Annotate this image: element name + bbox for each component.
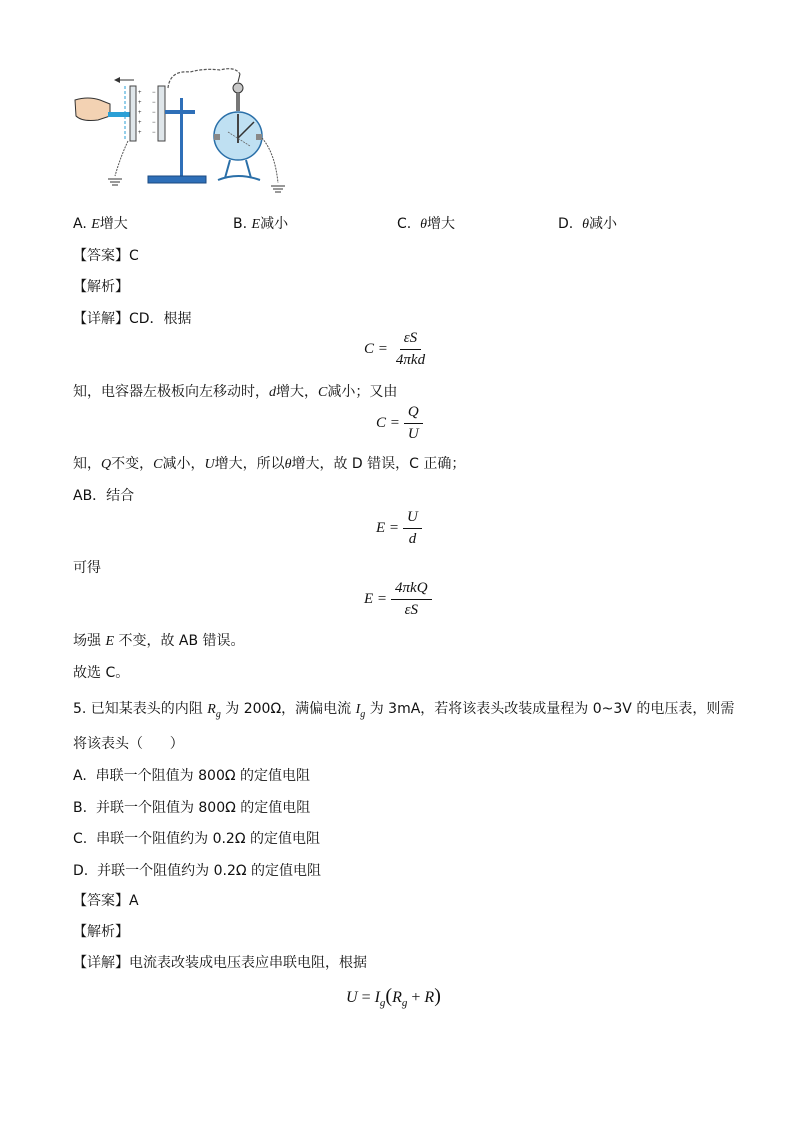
- formula-numerator: U: [403, 509, 422, 529]
- answer-value: A: [129, 893, 139, 909]
- formula-denominator: 4πkd: [395, 352, 426, 368]
- svg-text:+: +: [138, 120, 142, 126]
- q4-line3: [73, 453, 465, 473]
- option-var: E: [91, 217, 100, 232]
- option-text: 减小: [589, 216, 618, 232]
- text: 增大，故 D 错误，C 正确；: [291, 456, 466, 472]
- formula-e-result: [364, 580, 432, 619]
- var-e: E: [105, 634, 115, 649]
- q4-detail-intro: [73, 308, 192, 328]
- detail-tag: 【详解】: [73, 311, 129, 327]
- svg-text:−: −: [152, 90, 156, 96]
- sub-g: g: [360, 708, 366, 720]
- q4-line2: [73, 381, 397, 401]
- option-prefix: A.: [73, 216, 92, 232]
- sub-g: g: [379, 997, 386, 1010]
- var-q: Q: [101, 457, 112, 472]
- q5-option-b: B. 并联一个阻值为 800Ω 的定值电阻: [73, 800, 311, 816]
- option-var: θ: [420, 217, 428, 232]
- option-prefix: D.: [558, 216, 583, 232]
- text: 知，: [73, 456, 101, 472]
- text: 不变，: [111, 456, 154, 472]
- equals: =: [357, 989, 375, 1006]
- formula-lhs: C =: [364, 340, 388, 357]
- option-var: θ: [582, 217, 590, 232]
- hand-illustration: [75, 98, 110, 121]
- var-theta: θ: [284, 457, 292, 472]
- var-d: d: [269, 385, 276, 400]
- q4-option-b: [233, 213, 288, 233]
- svg-text:+: +: [138, 110, 142, 116]
- text: 为 3mA，若将该表头改装成量程为 0~3V 的电压表，则需: [365, 701, 735, 717]
- detail-text: CD．根据: [129, 311, 192, 327]
- stand-base: [148, 176, 206, 183]
- svg-text:+: +: [138, 130, 142, 136]
- formula-denominator: d: [408, 531, 417, 547]
- formula-e-u-d: [376, 509, 422, 548]
- var-c: C: [318, 385, 328, 400]
- text: 增大，所以: [214, 456, 285, 472]
- answer-tag: 【答案】: [73, 893, 129, 909]
- text: 5. 已知某表头的内阻: [73, 701, 208, 717]
- q5-option-d: D. 并联一个阻值约为 0.2Ω 的定值电阻: [73, 863, 321, 879]
- q4-line4: AB．结合: [73, 488, 135, 504]
- q4-line7: 故选 C。: [73, 665, 130, 681]
- text: 不变，故 AB 错误。: [114, 633, 245, 649]
- formula-lhs: E =: [376, 519, 400, 536]
- q4-answer: [73, 245, 139, 265]
- q5-option-a: A. 串联一个阻值为 800Ω 的定值电阻: [73, 768, 311, 784]
- connecting-wire: [168, 69, 240, 88]
- formula-numerator: Q: [404, 404, 423, 424]
- answer-tag: 【答案】: [73, 248, 129, 264]
- text: 知，电容器左极板向左移动时，: [73, 384, 269, 400]
- svg-text:−: −: [152, 110, 156, 116]
- formula-lhs: E =: [364, 590, 388, 607]
- answer-value: C: [129, 248, 139, 264]
- option-text: 增大: [99, 216, 128, 232]
- var-i: I: [355, 702, 361, 717]
- option-text: 减小: [260, 216, 289, 232]
- paren-close: ): [434, 985, 441, 1007]
- detail-text: 电流表改装成电压表应串联电阻，根据: [129, 955, 367, 971]
- formula-capacitance: [364, 330, 429, 369]
- text: 为 200Ω，满偏电流: [220, 701, 356, 717]
- svg-text:+: +: [138, 90, 142, 96]
- var-c: C: [153, 457, 163, 472]
- formula-c-q-u: [376, 404, 423, 443]
- electroscope-knob: [233, 83, 243, 93]
- q4-analysis-tag: 【解析】: [73, 279, 129, 295]
- var-u: U: [204, 457, 215, 472]
- text: 减小，: [162, 456, 205, 472]
- text: 减小；又由: [327, 384, 398, 400]
- capacitor-electroscope-figure: [70, 58, 310, 198]
- var-i: I: [374, 989, 380, 1006]
- var-r: R: [392, 989, 402, 1006]
- svg-text:+: +: [138, 100, 142, 106]
- formula-lhs: C =: [376, 414, 400, 431]
- text: 场强: [73, 633, 106, 649]
- svg-text:−: −: [152, 100, 156, 106]
- text: 增大，: [276, 384, 318, 400]
- formula-u-ig-rg-r: [346, 985, 441, 1009]
- sub-g: g: [401, 997, 408, 1010]
- left-plate: [130, 86, 136, 141]
- q5-detail: [73, 952, 367, 972]
- q5-option-c: C. 串联一个阻值约为 0.2Ω 的定值电阻: [73, 831, 320, 847]
- q4-line5: 可得: [73, 560, 101, 576]
- option-prefix: C.: [397, 216, 421, 232]
- q4-line6: [73, 630, 245, 650]
- plus: +: [407, 989, 425, 1006]
- var-r: R: [207, 702, 216, 717]
- option-var: E: [251, 217, 261, 232]
- q4-option-c: [397, 213, 455, 233]
- q4-option-d: [558, 213, 617, 233]
- q4-option-a: [73, 213, 128, 233]
- detail-tag: 【详解】: [73, 955, 129, 971]
- svg-text:−: −: [152, 130, 156, 136]
- sub-g: g: [215, 708, 221, 720]
- formula-denominator: εS: [404, 602, 419, 618]
- q5-answer: [73, 890, 139, 910]
- option-text: 增大: [427, 216, 456, 232]
- var-r: R: [424, 989, 435, 1006]
- formula-denominator: U: [407, 426, 419, 442]
- q5-analysis-tag: 【解析】: [73, 924, 129, 940]
- formula-numerator: 4πkQ: [391, 580, 432, 600]
- paren-open: (: [385, 985, 393, 1007]
- q5-stem-line2: 将该表头（ ）: [73, 736, 184, 752]
- right-plate: [158, 86, 165, 141]
- formula-numerator: εS: [400, 330, 421, 350]
- q5-stem-line1: [73, 698, 734, 720]
- option-prefix: B.: [233, 216, 252, 232]
- var-u: U: [346, 989, 358, 1006]
- svg-text:−: −: [152, 120, 156, 126]
